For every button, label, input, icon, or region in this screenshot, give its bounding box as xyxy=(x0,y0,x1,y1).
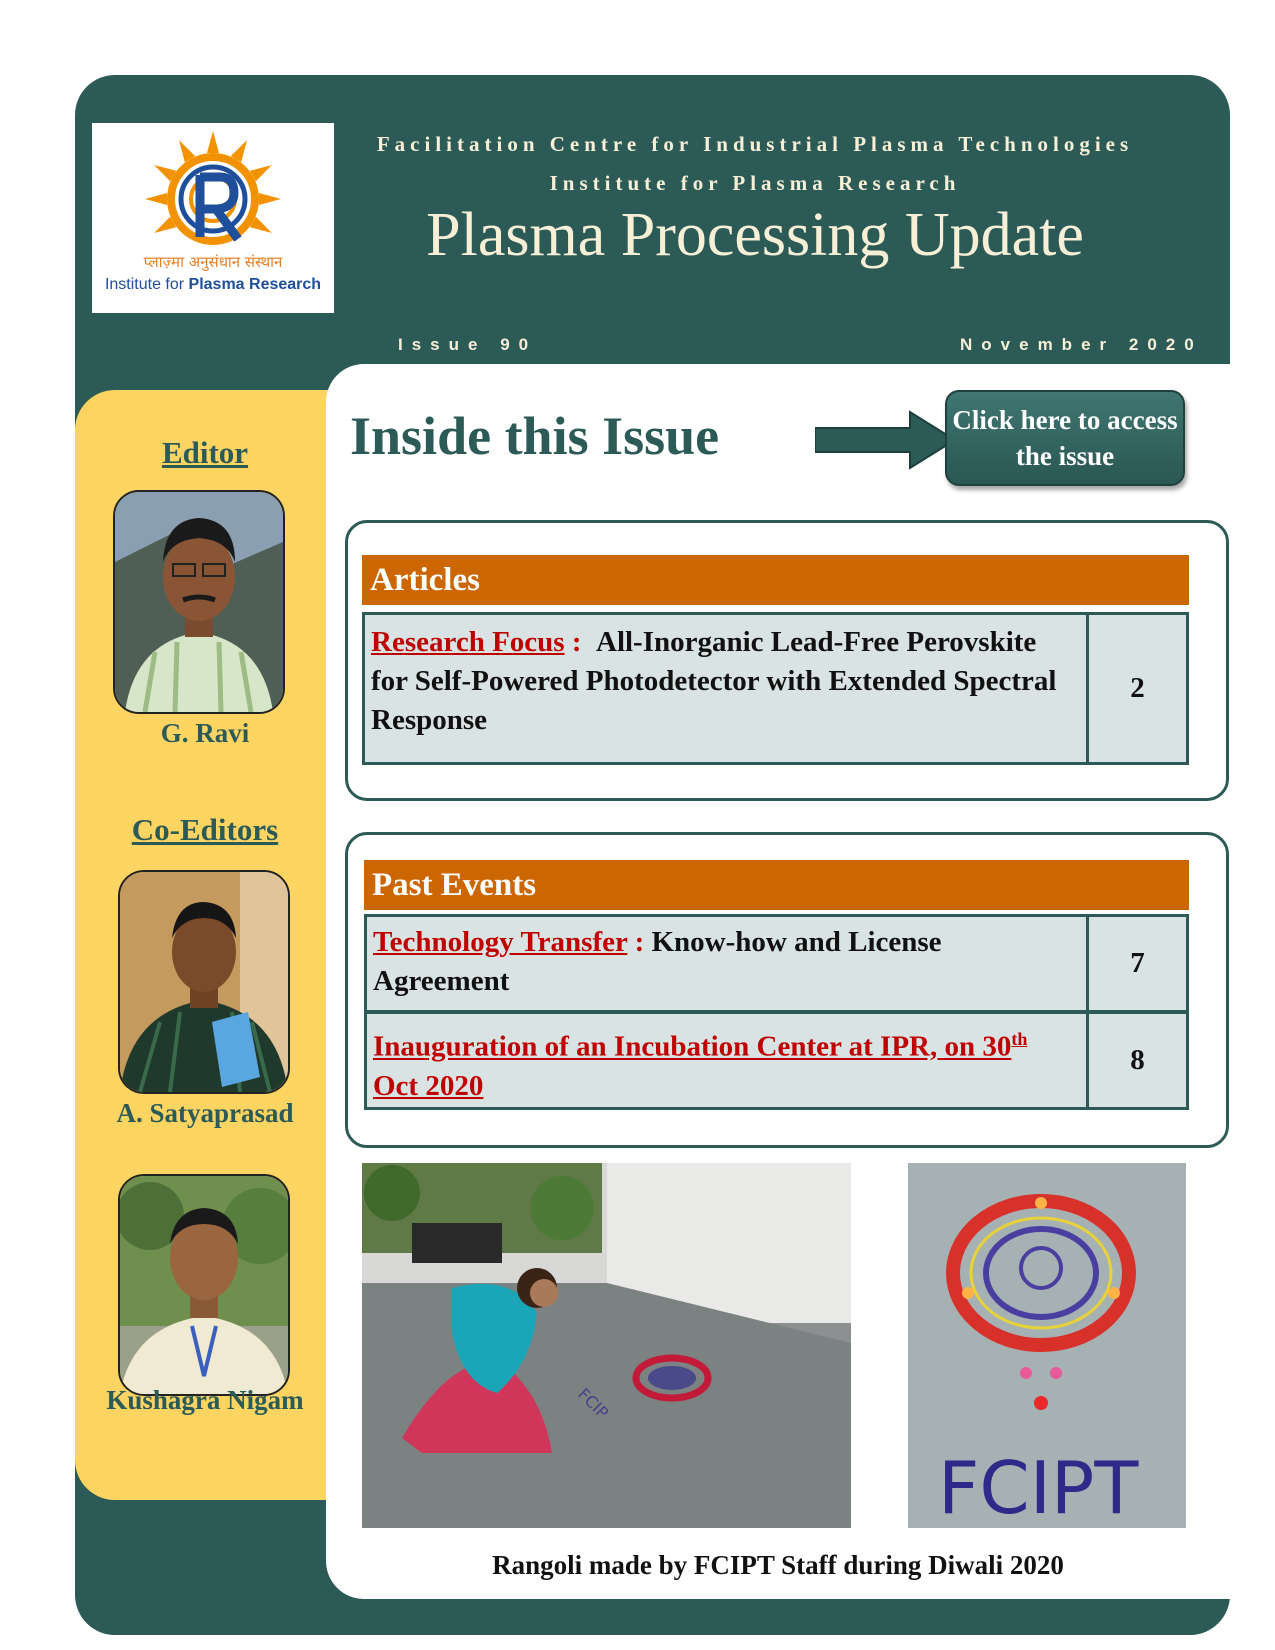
inside-issue-title: Inside this Issue xyxy=(350,406,720,466)
editor-name: G. Ravi xyxy=(160,718,250,748)
coeditor2-photo xyxy=(118,1174,290,1396)
editor-heading: Editor xyxy=(161,435,249,470)
issue-date: November 2020 xyxy=(960,335,1203,354)
logo-hindi-text: प्लाज़्मा अनुसंधान संस्थान xyxy=(143,253,283,271)
article-row[interactable] xyxy=(362,612,1189,765)
coeditors-heading: Co-Editors xyxy=(131,812,279,847)
event-row[interactable] xyxy=(364,914,1189,1013)
fcipt-text: FCIPT xyxy=(938,1446,1139,1528)
article-text: Research Focus : All-Inorganic Lead-Free Perovskite for Self-Powered Photodetector with Extended Spectral Response xyxy=(371,626,1057,736)
floor-text: FCIP xyxy=(574,1384,613,1423)
research-focus-link[interactable]: Research Focus xyxy=(371,626,565,658)
coeditor1-name: A. Satyaprasad xyxy=(116,1098,294,1128)
editor-photo xyxy=(113,490,285,714)
arrow-right-icon xyxy=(815,410,955,470)
articles-heading: Articles xyxy=(362,555,1189,605)
institute-name: Institute for Plasma Research xyxy=(549,171,961,195)
ipr-logo xyxy=(92,123,334,313)
event-title: Know-how and License Agreement xyxy=(373,926,942,997)
coeditor1-photo xyxy=(118,870,290,1094)
event-page: 8 xyxy=(1086,1014,1186,1107)
past-events-heading: Past Events xyxy=(364,860,1189,910)
fcipt-rangoli-photo xyxy=(908,1163,1186,1528)
issue-number: Issue 90 xyxy=(398,335,538,354)
coeditor2-name: Kushagra Nigam xyxy=(106,1385,304,1415)
access-issue-button[interactable]: Click here to access the issue xyxy=(945,390,1185,486)
newsletter-title: Plasma Processing Update xyxy=(426,201,1084,269)
rangoli-making-photo xyxy=(362,1163,851,1528)
event-page: 7 xyxy=(1086,917,1186,1010)
technology-transfer-link[interactable]: Technology Transfer xyxy=(373,926,628,958)
event-row[interactable] xyxy=(364,1011,1189,1110)
inauguration-link[interactable]: Inauguration of an Incubation Center at IPR, on 30th Oct 2020 xyxy=(373,1029,1028,1102)
sun-icon xyxy=(145,131,281,241)
centre-name: Facilitation Centre for Industrial Plasma Technologies xyxy=(376,132,1134,156)
logo-english-text: Institute for Plasma Research xyxy=(104,276,322,293)
article-title: All-Inorganic Lead-Free Perovskite for Self-Powered Photodetector with Extended Spectral Response xyxy=(371,626,1057,736)
photo-caption: Rangoli made by FCIPT Staff during Diwali 2020 xyxy=(492,1550,1064,1580)
event-text: Technology Transfer : Know-how and License Agreement xyxy=(373,926,942,997)
article-page: 2 xyxy=(1086,615,1186,762)
